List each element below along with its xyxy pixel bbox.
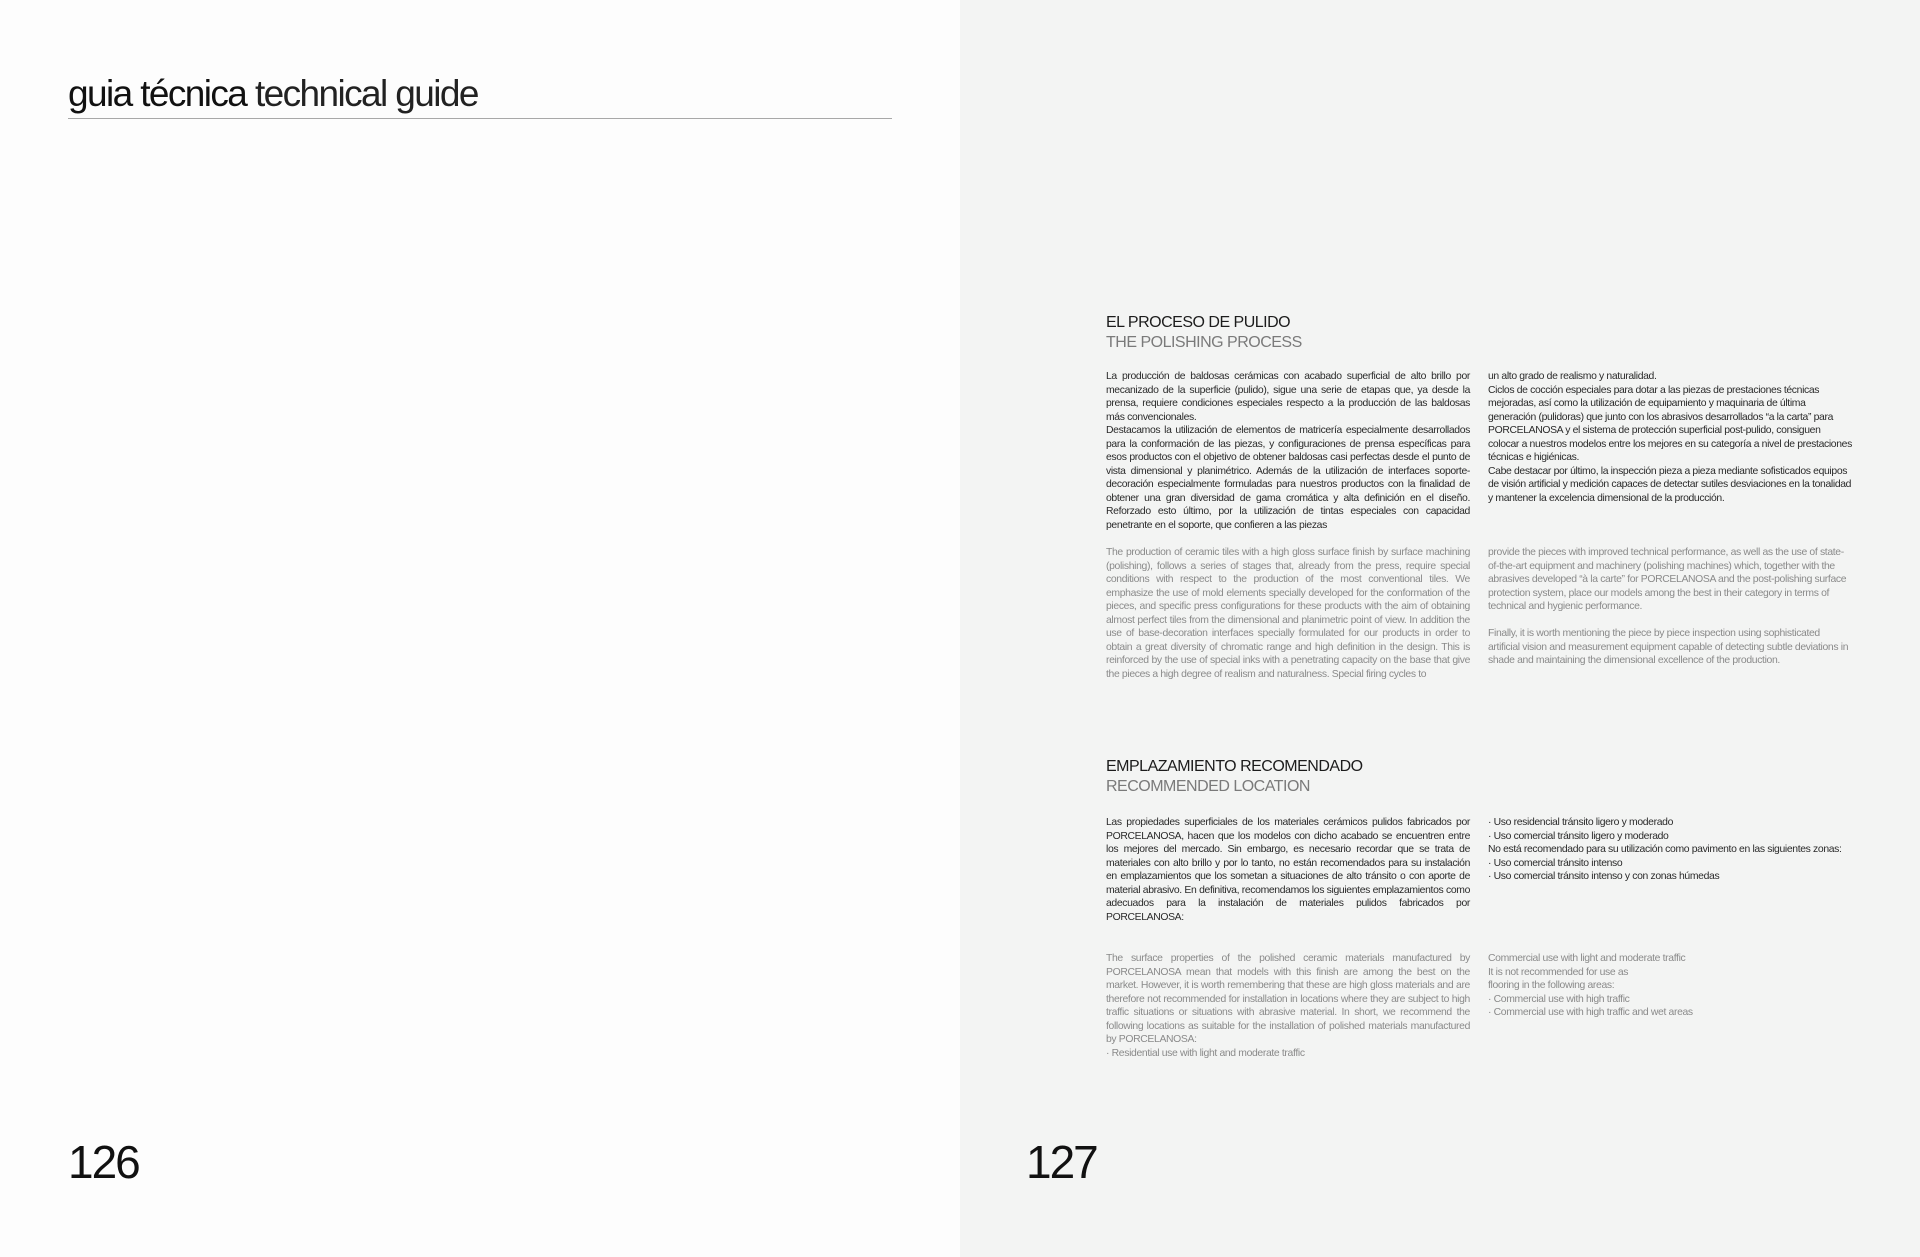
polishing-title-en: THE POLISHING PROCESS bbox=[1106, 334, 1302, 351]
guide-title-en: technical guide bbox=[254, 73, 478, 114]
polishing-text-en-col2: provide the pieces with improved technical performance, as well as the use of state-of-the-art equipment and machinery (polishing machines) which, together with the abrasives developed “à la carte” for PORCELANOSA and the post-polishing surface protection system, place our models among the best in their category in terms of technical and hygienic performance. Finally, it is worth mentioning the piece by piece inspection using sophisticated artificial vision and measurement equipment capable of detecting subtle deviations in shade and maintaining the dimensional excellence of the production. bbox=[1488, 547, 1849, 666]
location-title-en: RECOMMENDED LOCATION bbox=[1106, 778, 1310, 795]
polishing-text-en-col1: The production of ceramic tiles with a high gloss surface finish by surface machining (polishing), follows a series of stages that, already from the press, require special conditions with respect to the production of the most conventional tiles. We emphasize the use of mold elements specially developed for the conformation of the pieces, and specific press configurations for these products with the aim of obtaining almost perfect tiles from the dimensional and planimetric point of view. In addition the use of base-decoration interfaces specially formulated for our products in order to obtain a great diversity of chromatic range and high definition in the design. This is reinforced by the use of special inks with a penetrating capacity on the base that give the pieces a high degree of realism and naturalness. Special firing cycles to bbox=[1106, 547, 1470, 680]
location-text-en-col1: The surface properties of the polished ceramic materials manufactured by PORCELANOSA mean that models with this finish are among the best on the market. However, it is worth remembering that these are high gloss materials and are therefore not recommended for installation in locations where they are subject to high traffic situations or situations with abrasive material. In short, we recommend the following locations as suitable for the installation of polished materials manufactured by PORCELANOSA: · Residential use with light and moderate traffic bbox=[1106, 953, 1470, 1059]
polishing-title-es: EL PROCESO DE PULIDO bbox=[1106, 314, 1291, 331]
location-text-es-col1: Las propiedades superficiales de los materiales cerámicos pulidos fabricados por PORCELANOSA, hacen que los modelos con dicho acabado se encuentren entre los mejores del mercado. Sin embargo, es necesario recordar que se trata de materiales con alto brillo y por lo tanto, no están recomendados para su instalación en emplazamientos que los sometan a situaciones de alto tránsito o con aporte de material abrasivo. En definitiva, recomendamos los siguientes emplazamientos como adecuados para la instalación de materiales pulidos fabricados por PORCELANOSA: bbox=[1106, 817, 1470, 923]
page-number-left: 126 bbox=[68, 1136, 139, 1188]
location-title-es: EMPLAZAMIENTO RECOMENDADO bbox=[1106, 758, 1363, 775]
location-text-es-col2: · Uso residencial tránsito ligero y moderado · Uso comercial tránsito ligero y moderado No está recomendado para su utilización como pavimento en las siguientes zonas: · Uso comercial tránsito intenso · Uso comercial tránsito intenso y con zonas húmedas bbox=[1488, 817, 1842, 882]
guide-title-es: guia técnica bbox=[68, 73, 247, 114]
polishing-text-es-col1: La producción de baldosas cerámicas con acabado superficial de alto brillo por mecanizado de la superficie (pulido), sigue una serie de etapas que, ya desde la prensa, requiere condiciones especiales respecto a la producción de las baldosas más convencionales. Destacamos la utilización de elementos de matricería especialmente desarrollados para la conformación de las piezas, y configuraciones de prensa específicas para esos productos con el objetivo de obtener baldosas casi perfectas desde el punto de vista dimensional y planimétrico. Además de la utilización de interfaces soporte-decoración especialmente formuladas para nuestros productos con la finalidad de obtener una gran diversidad de gama cromática y alta definición en el diseño. Reforzado esto último, por la utilización de tintas especiales con capacidad penetrante en el soporte, que confieren a las piezas bbox=[1106, 371, 1470, 531]
polishing-text-es-col2: un alto grado de realismo y naturalidad. Ciclos de cocción especiales para dotar a las piezas de prestaciones técnicas mejoradas, así como la utilización de equipamiento y maquinaria de última generación (pulidoras) que junto con los abrasivos desarrollados “a la carta” para PORCELANOSA y el sistema de protección superficial post-pulido, consiguen colocar a nuestros modelos entre los mejores en su categoría a nivel de prestaciones técnicas e higiénicas. Cabe destacar por último, la inspección pieza a pieza mediante sofisticados equipos de visión artificial y medición capaces de detectar sutiles desviaciones en la tonalidad y mantener la excelencia dimensional de la producción. bbox=[1488, 371, 1852, 504]
location-text-en-col2: Commercial use with light and moderate traffic It is not recommended for use as flooring in the following areas: · Commercial use with high traffic · Commercial use with high traffic and wet areas bbox=[1488, 953, 1693, 1018]
guide-title bbox=[68, 72, 892, 119]
page-number-right: 127 bbox=[1026, 1136, 1097, 1188]
